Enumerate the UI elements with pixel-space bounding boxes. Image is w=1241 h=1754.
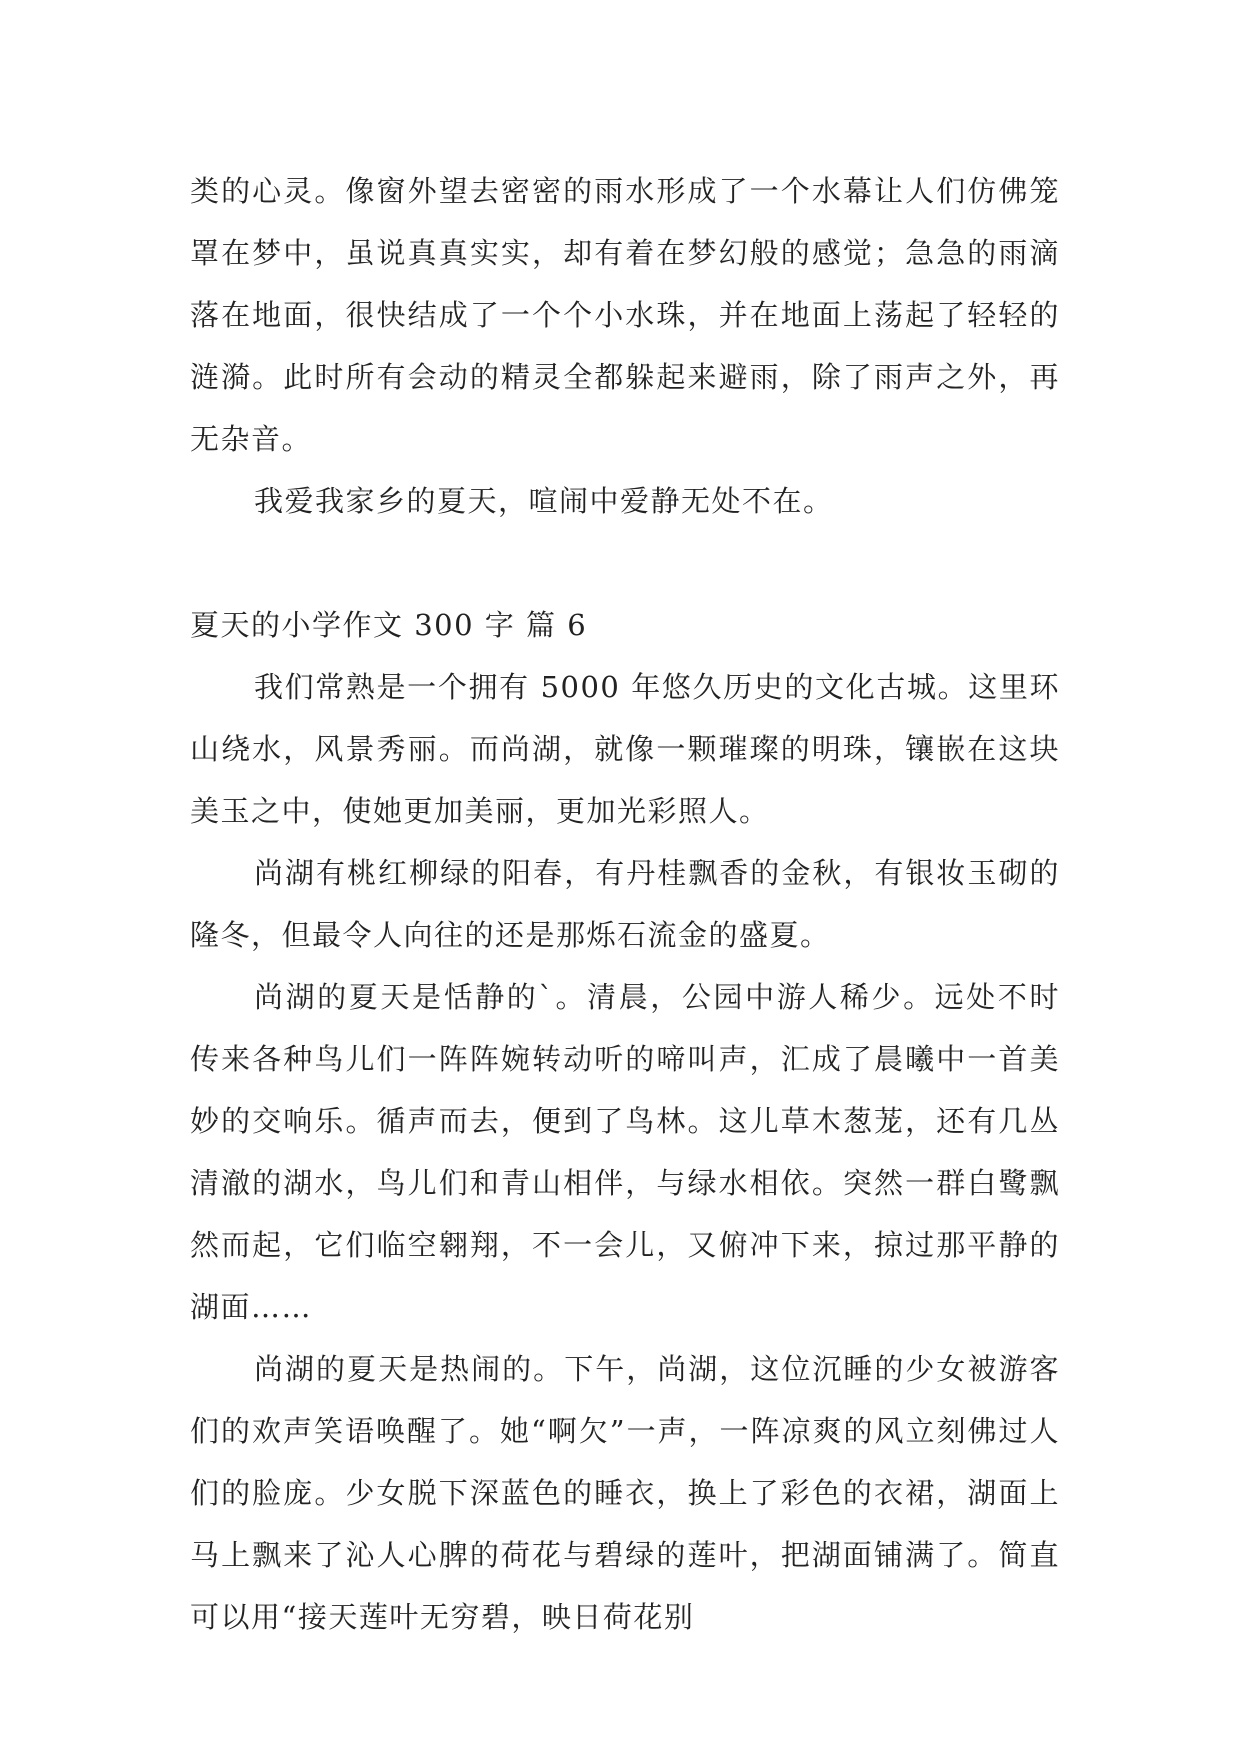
paragraph: 我们常熟是一个拥有 5000 年悠久历史的文化古城。这里环山绕水，风景秀丽。而尚湖，就像一颗璀璨的明珠，镶嵌在这块美玉之中，使她更加美丽，更加光彩照人。 bbox=[190, 670, 1060, 828]
paragraph: 尚湖的夏天是恬静的`。清晨，公园中游人稀少。远处不时传来各种鸟儿们一阵阵婉转动听的啼叫声，汇成了晨曦中一首美妙的交响乐。循声而去，便到了鸟林。这儿草木葱茏，还有几丛清澈的湖水，鸟儿们和青山相伴，与绿水相依。突然一群白鹭飘然而起，它们临空翱翔，不一会儿，又俯冲下来，掠过那平静的湖面…… bbox=[190, 980, 1060, 1324]
section-title: 夏天的小学作文 300 字 篇 6 bbox=[190, 608, 588, 642]
document-body bbox=[190, 160, 1060, 1648]
paragraph: 类的心灵。像窗外望去密密的雨水形成了一个水幕让人们仿佛笼罩在梦中，虽说真真实实，却有着在梦幻般的感觉；急急的雨滴落在地面，很快结成了一个个小水珠，并在地面上荡起了轻轻的涟漪。此时所有会动的精灵全都躲起来避雨，除了雨声之外，再无杂音。 bbox=[190, 174, 1060, 456]
paragraph: 尚湖有桃红柳绿的阳春，有丹桂飘香的金秋，有银妆玉砌的隆冬，但最令人向往的还是那烁石流金的盛夏。 bbox=[190, 856, 1060, 952]
paragraph: 我爱我家乡的夏天，喧闹中爱静无处不在。 bbox=[254, 484, 834, 518]
paragraph: 尚湖的夏天是热闹的。下午，尚湖，这位沉睡的少女被游客们的欢声笑语唤醒了。她“啊欠”一声，一阵凉爽的风立刻佛过人们的脸庞。少女脱下深蓝色的睡衣，换上了彩色的衣裙，湖面上马上飘来了沁人心脾的荷花与碧绿的莲叶，把湖面铺满了。简直可以用“接天莲叶无穷碧，映日荷花别 bbox=[190, 1352, 1060, 1634]
